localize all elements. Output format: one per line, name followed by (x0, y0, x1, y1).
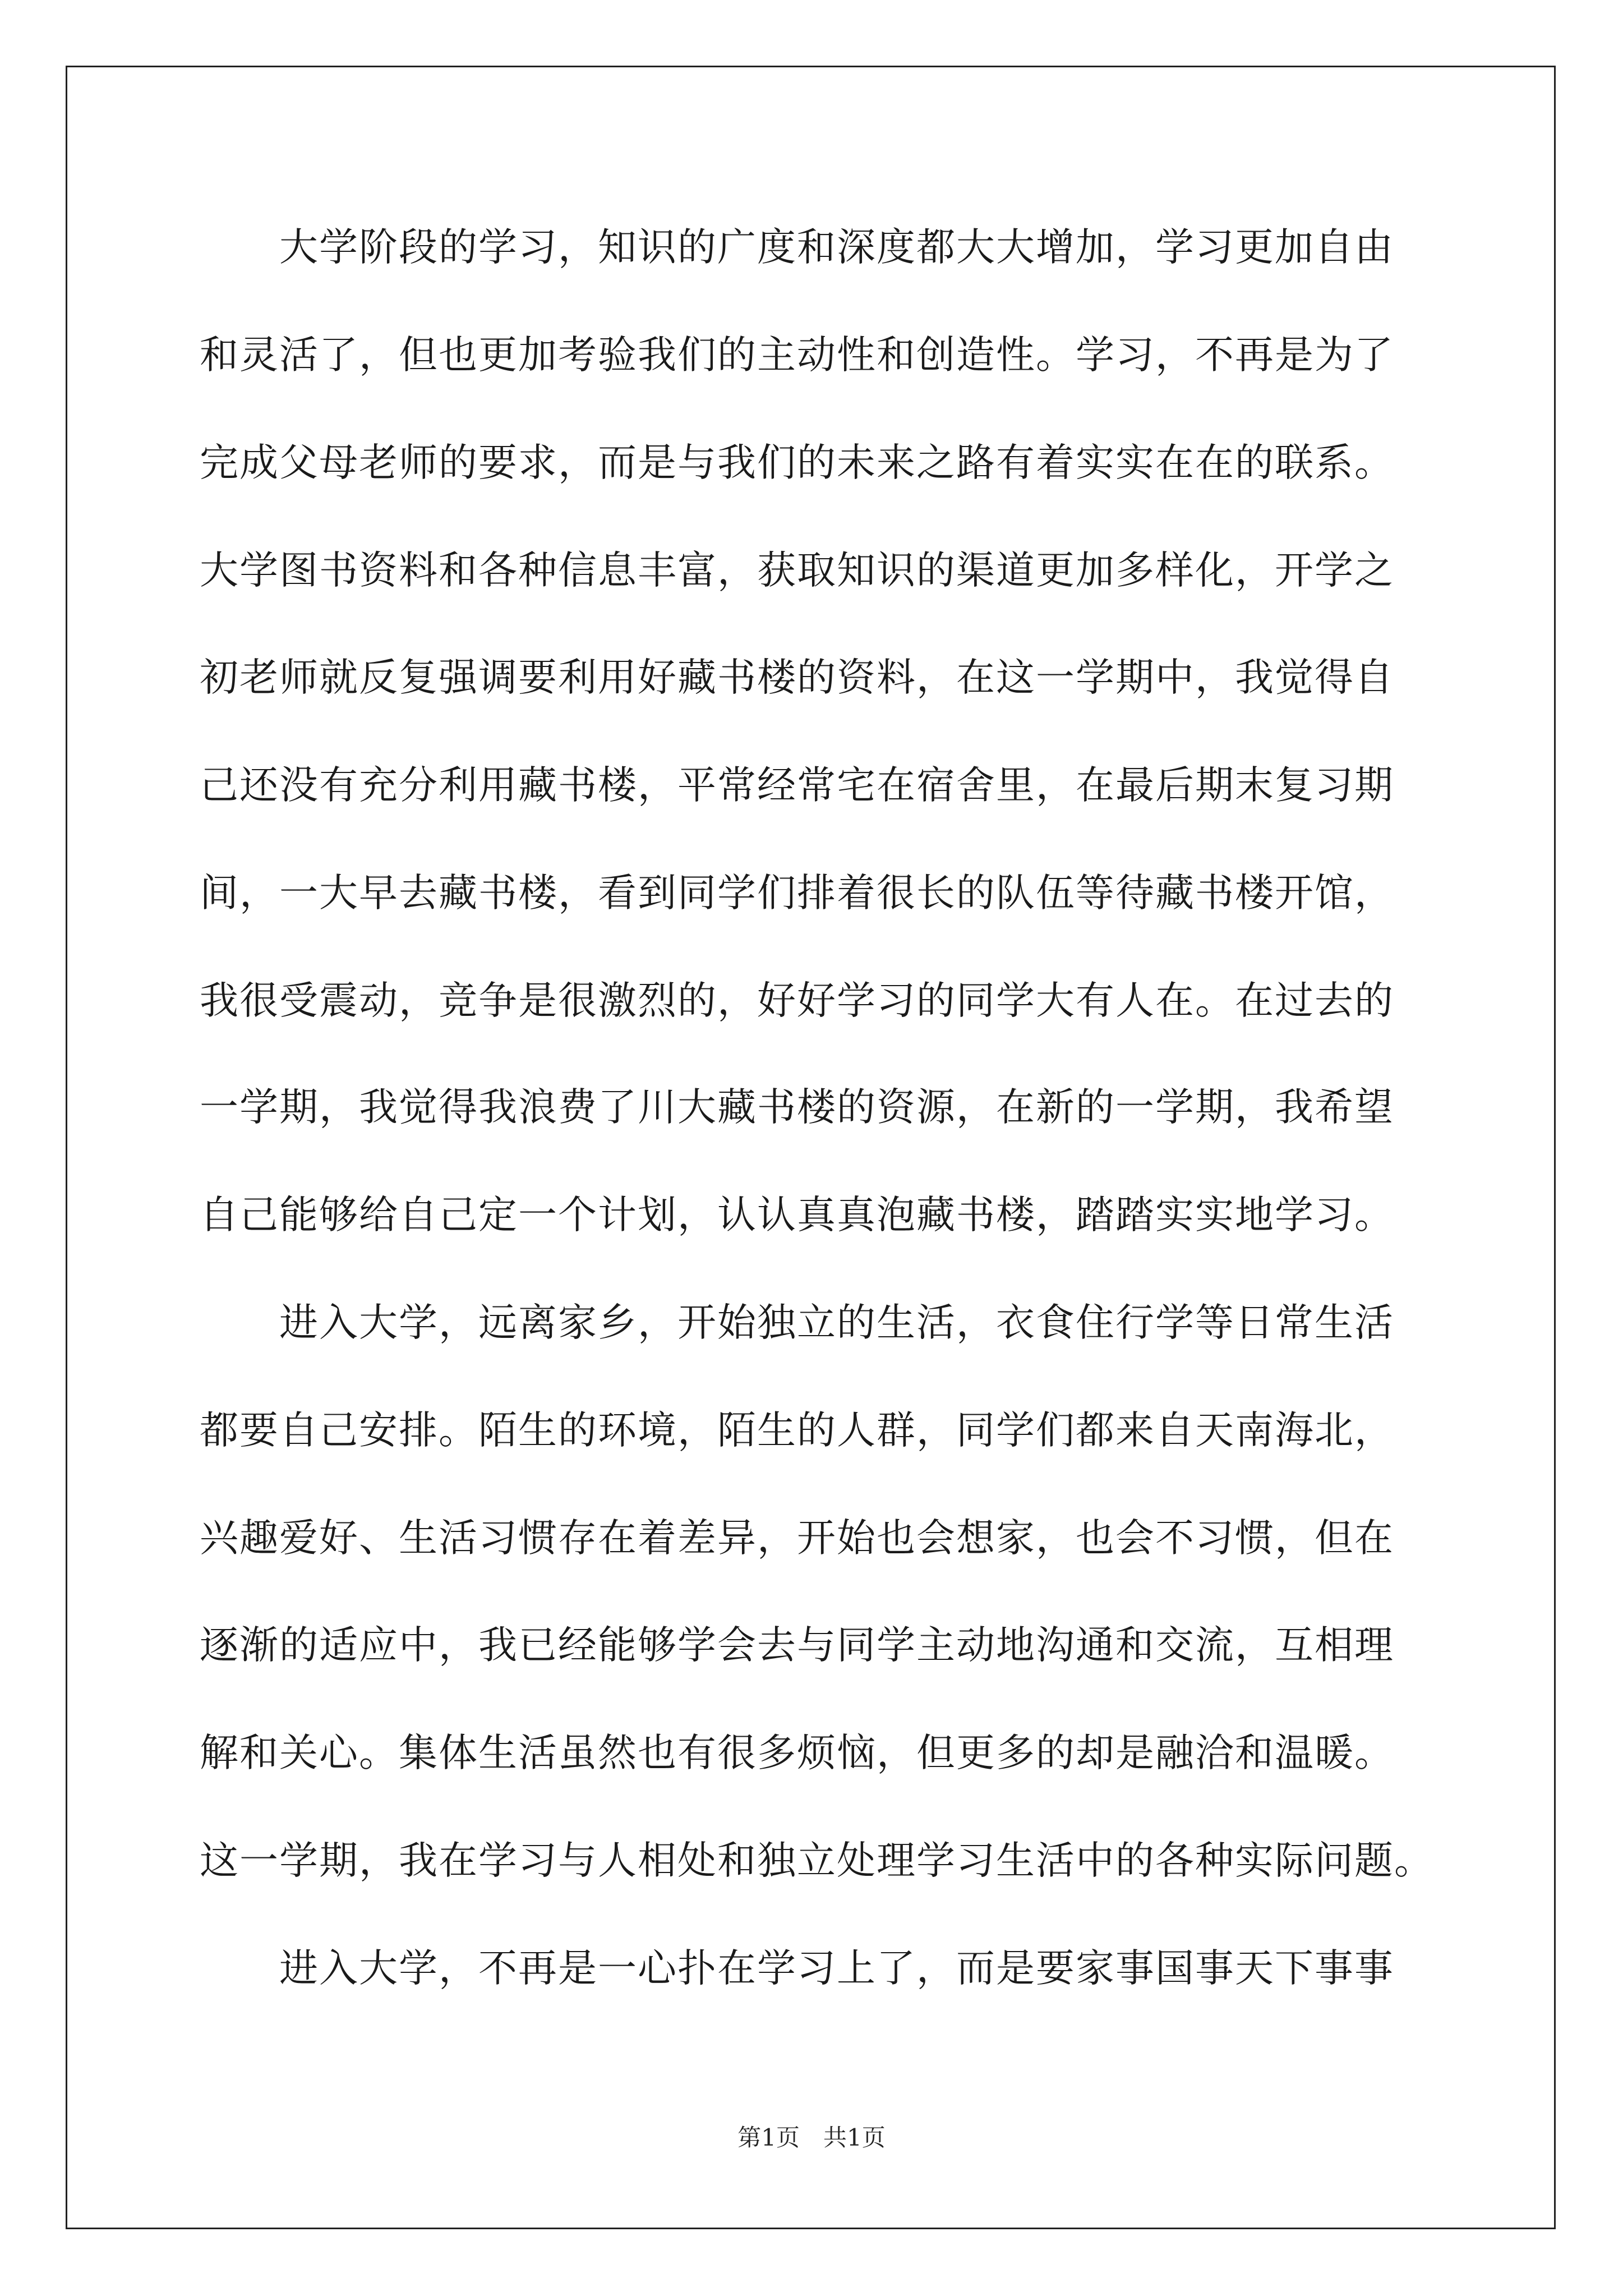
text-line: 解和关心。集体生活虽然也有很多烦恼，但更多的却是融洽和温暖。 (200, 1731, 1394, 1775)
text-line: 大学图书资料和各种信息丰富，获取知识的渠道更加多样化，开学之 (200, 548, 1394, 593)
text-line: 这一学期，我在学习与人相处和独立处理学习生活中的各种实际问题。 (200, 1838, 1434, 1883)
text-line: 我很受震动，竞争是很激烈的，好好学习的同学大有人在。在过去的 (200, 978, 1394, 1023)
text-line: 都要自己安排。陌生的环境，陌生的人群，同学们都来自天南海北， (200, 1408, 1394, 1453)
text-line: 进入大学，不再是一心扑在学习上了，而是要家事国事天下事事 (279, 1946, 1394, 1991)
page-number-footer: 第1页 共1页 (737, 2124, 886, 2151)
text-line: 兴趣爱好、生活习惯存在着差异，开始也会想家，也会不习惯，但在 (200, 1516, 1394, 1561)
text-line: 初老师就反复强调要利用好藏书楼的资料，在这一学期中，我觉得自 (200, 655, 1394, 700)
text-line: 自己能够给自己定一个计划，认认真真泡藏书楼，踏踏实实地学习。 (200, 1193, 1394, 1237)
text-line: 进入大学，远离家乡，开始独立的生活，衣食住行学等日常生活 (279, 1300, 1394, 1345)
text-line: 逐渐的适应中，我已经能够学会去与同学主动地沟通和交流，互相理 (200, 1623, 1394, 1668)
text-line: 大学阶段的学习，知识的广度和深度都大大增加，学习更加自由 (279, 225, 1394, 270)
text-line: 一学期，我觉得我浪费了川大藏书楼的资源，在新的一学期，我希望 (200, 1085, 1394, 1130)
text-line: 己还没有充分利用藏书楼，平常经常宅在宿舍里，在最后期末复习期 (200, 763, 1394, 808)
text-line: 间，一大早去藏书楼，看到同学们排着很长的队伍等待藏书楼开馆， (200, 871, 1394, 915)
page-border (66, 66, 1556, 2229)
text-line: 和灵活了，但也更加考验我们的主动性和创造性。学习，不再是为了 (200, 333, 1394, 378)
text-line: 完成父母老师的要求，而是与我们的未来之路有着实实在在的联系。 (200, 440, 1394, 485)
